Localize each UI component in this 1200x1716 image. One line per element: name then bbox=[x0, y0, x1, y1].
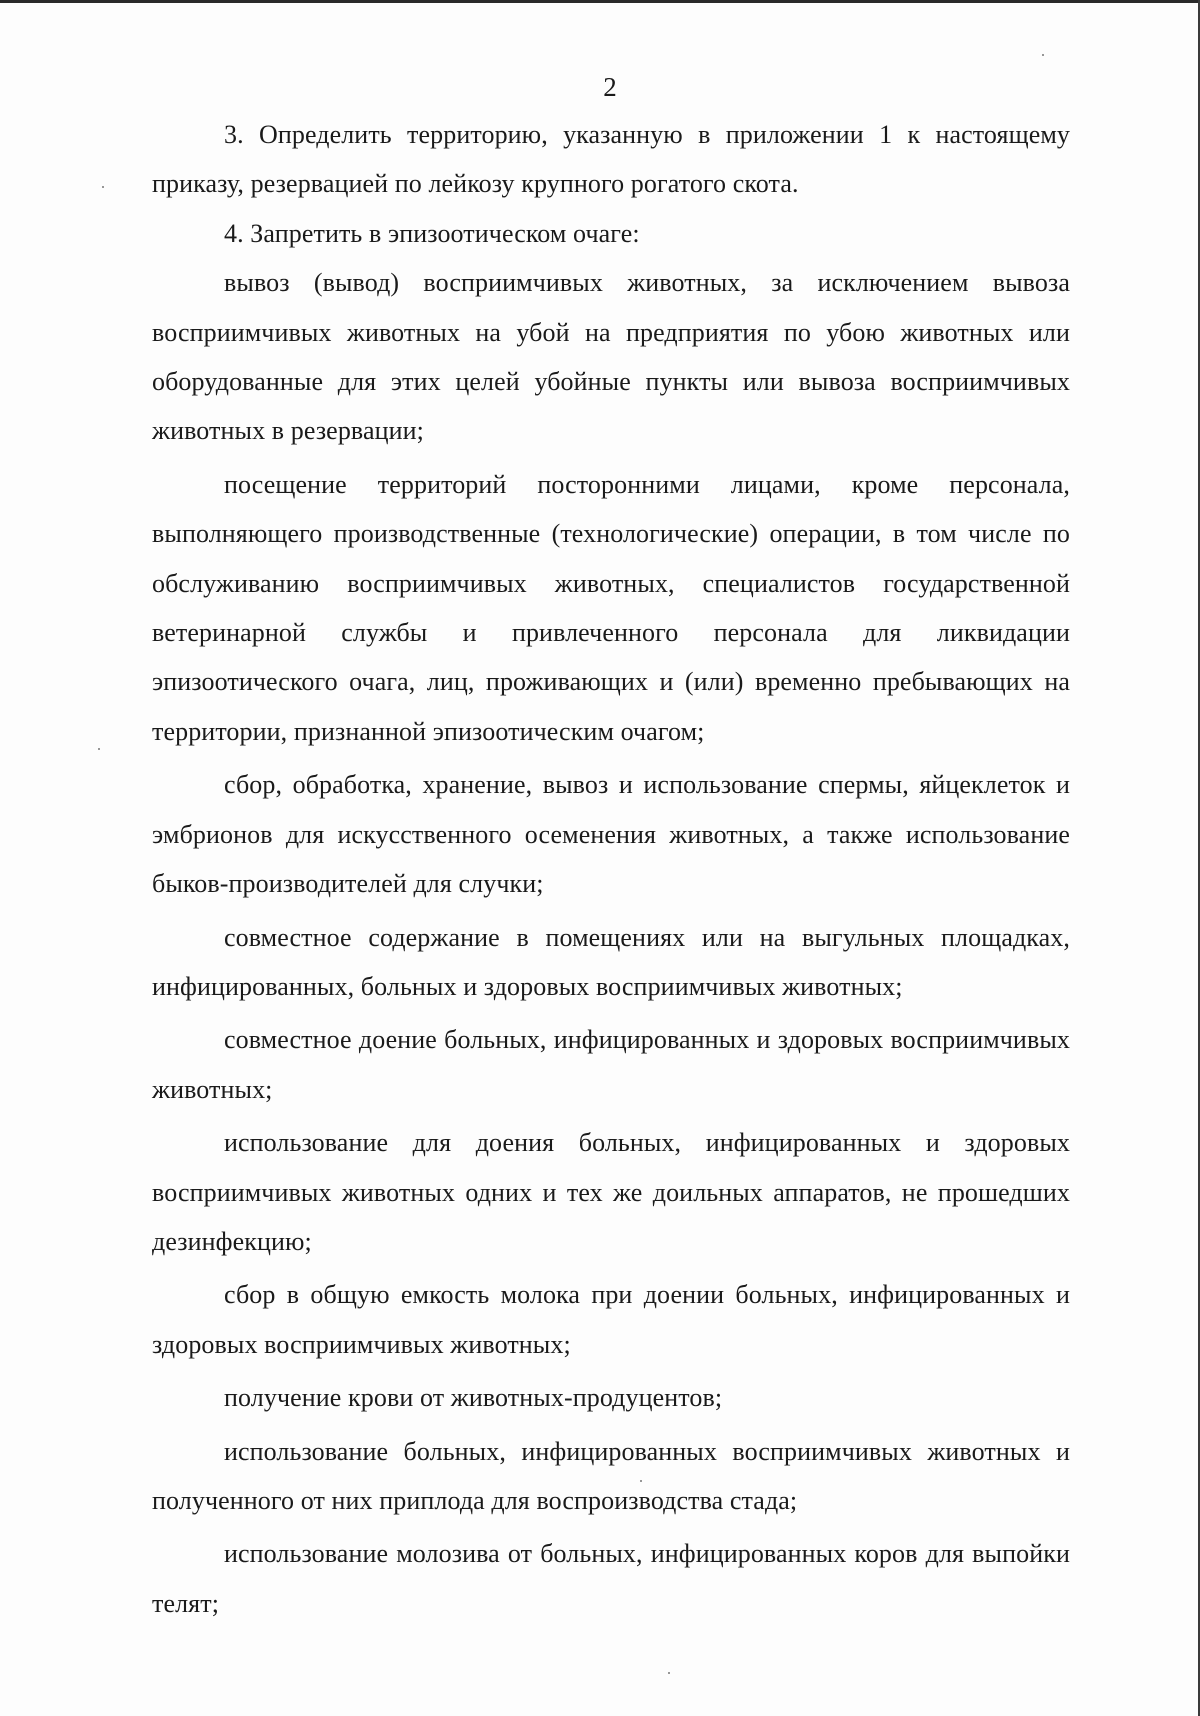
paragraph-prohibition-colostrum: использование молозива от больных, инфицированных коров для выпойки телят; bbox=[152, 1539, 1070, 1618]
paragraph-prohibition-blood: получение крови от животных-продуцентов; bbox=[224, 1383, 723, 1413]
scan-speck bbox=[1042, 54, 1044, 56]
paragraph-prohibition-housing: совместное содержание в помещениях или на выгульных площадках, инфицированных, больных и здоровых восприимчивых животных; bbox=[152, 922, 1070, 1001]
document-body bbox=[152, 110, 1070, 1628]
scan-speck bbox=[98, 748, 100, 750]
page-number: 2 bbox=[603, 72, 617, 102]
scan-border-top bbox=[0, 0, 1200, 3]
scan-speck bbox=[102, 186, 104, 188]
paragraph-prohibition-visits: посещение территорий посторонними лицами, кроме персонала, выполняющего производственные (технологические) операции, в том числе по обслуживанию восприимчивых животных, специалистов государственной ветеринарной службы и привлеченного персонала для ликвидации эпизоотического очага, лиц, проживающих и (или) временно пребывающих на территории, признанной эпизоотическим очагом; bbox=[152, 469, 1070, 746]
paragraph-prohibition-export: вывоз (вывод) восприимчивых животных, за исключением вывоза восприимчивых животных на убой на предприятия по убою животных или оборудованные для этих целей убойные пункты или вывоза восприимчивых животных в резервации; bbox=[152, 268, 1070, 446]
paragraph-prohibition-joint-milking: совместное доение больных, инфицированных и здоровых восприимчивых животных; bbox=[152, 1025, 1070, 1104]
scan-speck bbox=[668, 1672, 670, 1674]
paragraph-item-3: 3. Определить территорию, указанную в приложении 1 к настоящему приказу, резервацией по лейкозу крупного рогатого скота. bbox=[152, 120, 1070, 199]
paragraph-item-4: 4. Запретить в эпизоотическом очаге: bbox=[224, 218, 640, 248]
paragraph-prohibition-sperm: сбор, обработка, хранение, вывоз и использование спермы, яйцеклеток и эмбрионов для искусственного осеменения животных, а также использование быков-производителей для случки; bbox=[152, 770, 1070, 899]
paragraph-prohibition-milking-devices: использование для доения больных, инфицированных и здоровых восприимчивых животных одних и тех же доильных аппаратов, не прошедших дезинфекцию; bbox=[152, 1128, 1070, 1256]
paragraph-prohibition-reproduction: использование больных, инфицированных восприимчивых животных и полученного от них приплода для воспроизводства стада; bbox=[152, 1436, 1070, 1515]
scan-speck bbox=[640, 1480, 642, 1482]
paragraph-prohibition-milk-collection: сбор в общую емкость молока при доении больных, инфицированных и здоровых восприимчивых животных; bbox=[152, 1280, 1070, 1359]
